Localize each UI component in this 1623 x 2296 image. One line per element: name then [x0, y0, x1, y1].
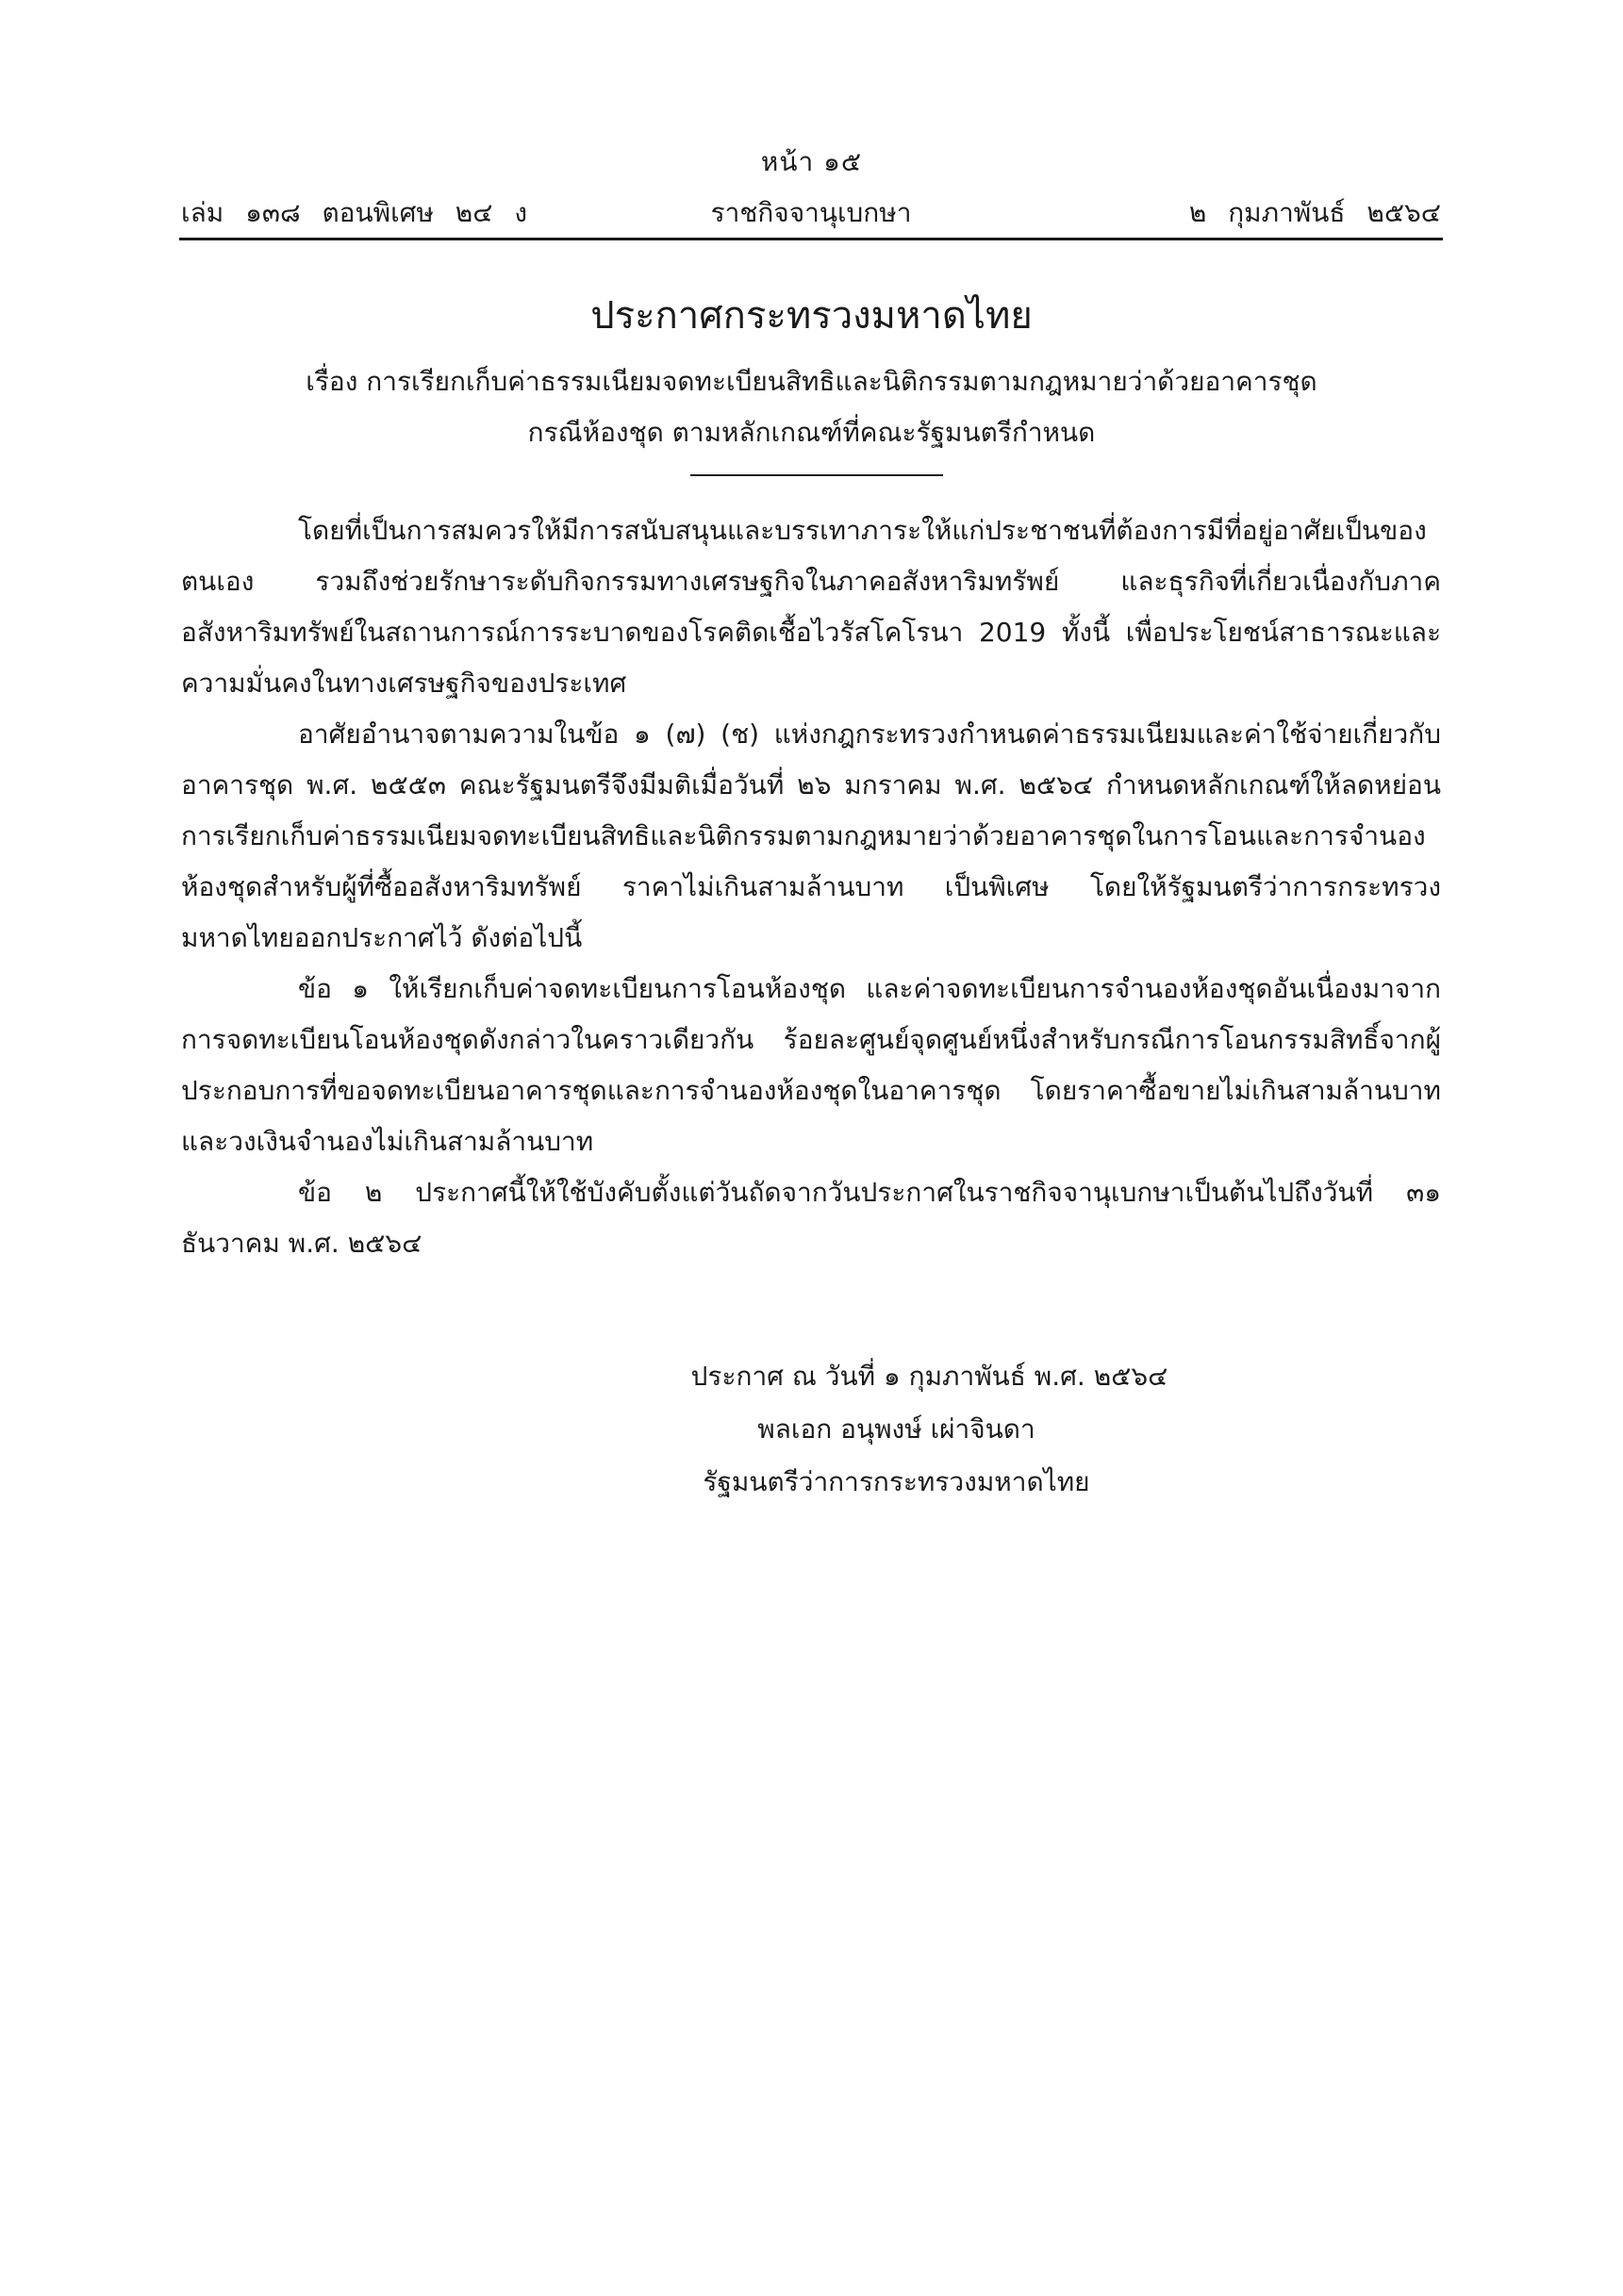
gazette-header: [181, 192, 1441, 230]
announcement-date: ประกาศ ณ วันที่ ๑ กุมภาพันธ์ พ.ศ. ๒๕๖๔: [690, 1361, 1168, 1392]
header-divider: [179, 238, 1443, 240]
document-title: ประกาศกระทรวงมหาดไทย: [590, 294, 1033, 338]
subject-line-1: เรื่อง การเรียกเก็บค่าธรรมเนียมจดทะเบียนสิทธิและนิติกรรมตามกฎหมายว่าด้วยอาคารชุด: [306, 366, 1317, 397]
document-subject: [0, 356, 1623, 458]
paragraph-clause-1: ข้อ ๑ ให้เรียกเก็บค่าจดทะเบียนการโอนห้องชุด และค่าจดทะเบียนการจำนองห้องชุดอันเนื่องมาจากการจดทะเบียนโอนห้องชุดดังกล่าวในคราวเดียวกัน ร้อยละศูนย์จุดศูนย์หนึ่งสำหรับกรณีการโอนกรรมสิทธิ์จากผู้ประกอบการที่ขอจดทะเบียนอาคารชุดและการจำนองห้องชุดในอาคารชุด โดยราคาซื้อขายไม่เกินสามล้านบาท และวงเงินจำนองไม่เกินสามล้านบาท: [181, 973, 1441, 1157]
publication-date: ๒ กุมภาพันธ์ ๒๕๖๔: [1188, 197, 1441, 228]
document-body: [181, 505, 1441, 1269]
title-divider: [690, 474, 943, 476]
volume-info: เล่ม ๑๓๘ ตอนพิเศษ ๒๔ ง: [181, 197, 528, 228]
paragraph-clause-2: ข้อ ๒ ประกาศนี้ให้ใช้บังคับตั้งแต่วันถัดจากวันประกาศในราชกิจจานุเบกษาเป็นต้นไปถึงวันที่ ๓๑ ธันวาคม พ.ศ. ๒๕๖๔: [181, 1177, 1441, 1259]
subject-line-2: กรณีห้องชุด ตามหลักเกณฑ์ที่คณะรัฐมนตรีกำหนด: [527, 417, 1096, 448]
signature-block: [0, 1350, 1623, 1509]
paragraph-preamble: โดยที่เป็นการสมควรให้มีการสนับสนุนและบรรเทาภาระให้แก่ประชาชนที่ต้องการมีที่อยู่อาศัยเป็นของตนเอง รวมถึงช่วยรักษาระดับกิจกรรมทางเศรษฐกิจในภาคอสังหาริมทรัพย์ และธุรกิจที่เกี่ยวเนื่องกับภาคอสังหาริมทรัพย์ในสถานการณ์การระบาดของโรคติดเชื้อไวรัสโคโรนา 2019 ทั้งนี้ เพื่อประโยชน์สาธารณะและความมั่นคงในทางเศรษฐกิจของประเทศ: [181, 515, 1441, 699]
publication-name: ราชกิจจานุเบกษา: [710, 197, 912, 228]
signatory-position: รัฐมนตรีว่าการกระทรวงมหาดไทย: [703, 1466, 1090, 1497]
page-number: หน้า ๑๕: [760, 146, 863, 177]
paragraph-authority: อาศัยอำนาจตามความในข้อ ๑ (๗) (ช) แห่งกฎกระทรวงกำหนดค่าธรรมเนียมและค่าใช้จ่ายเกี่ยวกับอาคารชุด พ.ศ. ๒๕๕๓ คณะรัฐมนตรีจึงมีมติเมื่อวันที่ ๒๖ มกราคม พ.ศ. ๒๕๖๔ กำหนดหลักเกณฑ์ให้ลดหย่อนการเรียกเก็บค่าธรรมเนียมจดทะเบียนสิทธิและนิติกรรมตามกฎหมายว่าด้วยอาคารชุดในการโอนและการจำนองห้องชุดสำหรับผู้ที่ซื้ออสังหาริมทรัพย์ ราคาไม่เกินสามล้านบาท เป็นพิเศษ โดยให้รัฐมนตรีว่าการกระทรวงมหาดไทยออกประกาศไว้ ดังต่อไปนี้: [181, 719, 1441, 953]
signatory-name: พลเอก อนุพงษ์ เผ่าจินดา: [757, 1413, 1035, 1445]
